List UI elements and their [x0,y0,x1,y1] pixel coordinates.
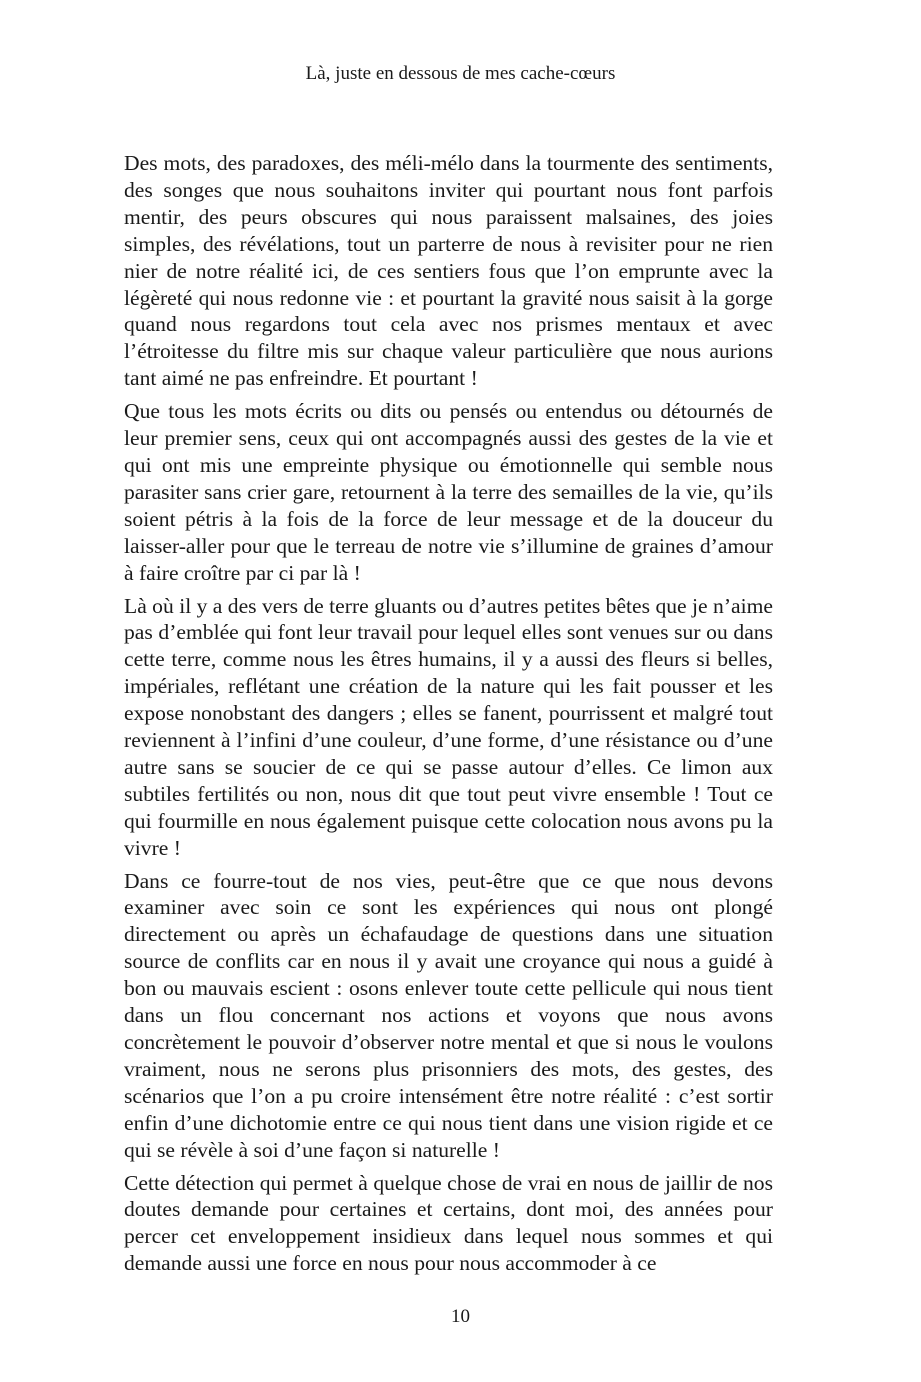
paragraph-2: Que tous les mots écrits ou dits ou pensés ou entendus ou détournés de leur premier sens, ceux qui ont accompagnés aussi des gestes de la vie et qui ont mis une empreinte physique ou émotionnelle qui semble nous parasiter sans crier gare, retournent à la terre des semailles de la vie, qu’ils soient pétris à la fois de la force de leur message et de la douceur du laisser-aller pour que le terreau de notre vie s’illumine de graines d’amour à faire croître par ci par là ! [124,399,773,585]
paragraph-4: Dans ce fourre-tout de nos vies, peut-être que ce que nous devons examiner avec soin ce sont les expériences qui nous ont plongé directement ou après un échafaudage de questions dans une situation source de conflits car en nous il y avait une croyance qui nous a guidé à bon ou mauvais escient : osons enlever toute cette pellicule qui nous tient dans un flou concernant nos actions et voyons que nous avons concrètement le pouvoir d’observer notre mental et que si nous le voulons vraiment, nous ne serons plus prisonniers des mots, des gestes, des scénarios que l’on a pu croire intensément être notre réalité : c’est sortir enfin d’une dichotomie entre ce qui nous tient dans une vision rigide et ce qui se révèle à soi d’une façon si naturelle ! [124,868,773,1162]
paragraph-1: Des mots, des paradoxes, des méli-mélo dans la tourmente des sentiments, des songes que nous souhaitons inviter qui pourtant nous font parfois mentir, des peurs obscures qui nous paraissent malsaines, des joies simples, des révélations, tout un parterre de nous à revisiter pour ne rien nier de notre réalité ici, de ces sentiers fous que l’on emprunte avec la légèreté qui nous redonne vie : et pourtant la gravité nous saisit à la gorge quand nous regardons tout cela avec nos prismes mentaux et avec l’étroitesse du filtre mis sur chaque valeur particulière que nous aurions tant aimé ne pas enfreindre. Et pourtant ! [124,151,773,391]
running-header: Là, juste en dessous de mes cache-cœurs [305,63,616,84]
page-number: 10 [451,1306,470,1327]
paragraph-5: Cette détection qui permet à quelque chose de vrai en nous de jaillir de nos doutes demande pour certaines et certains, dont moi, des années pour percer cet enveloppement insidieux dans lequel nous sommes et qui demande aussi une force en nous pour nous accommoder à ce [124,1170,773,1276]
paragraph-3: Là où il y a des vers de terre gluants ou d’autres petites bêtes que je n’aime pas d’emblée qui font leur travail pour lequel elles sont venues sur ou dans cette terre, comme nous les êtres humains, il y a aussi des fleurs si belles, impériales, reflétant une création de la nature qui les fait pousser et les expose nonobstant des dangers ; elles se fanent, pourrissent et malgré tout reviennent à l’infini d’une couleur, d’une forme, d’une résistance ou d’une autre sans se soucier de ce qui se passe autour d’elles. Ce limon aux subtiles fertilités ou non, nous dit que tout peut vivre ensemble ! Tout ce qui fourmille en nous également puisque cette colocation nous avons pu la vivre ! [124,593,773,860]
body-text [124,150,773,1283]
